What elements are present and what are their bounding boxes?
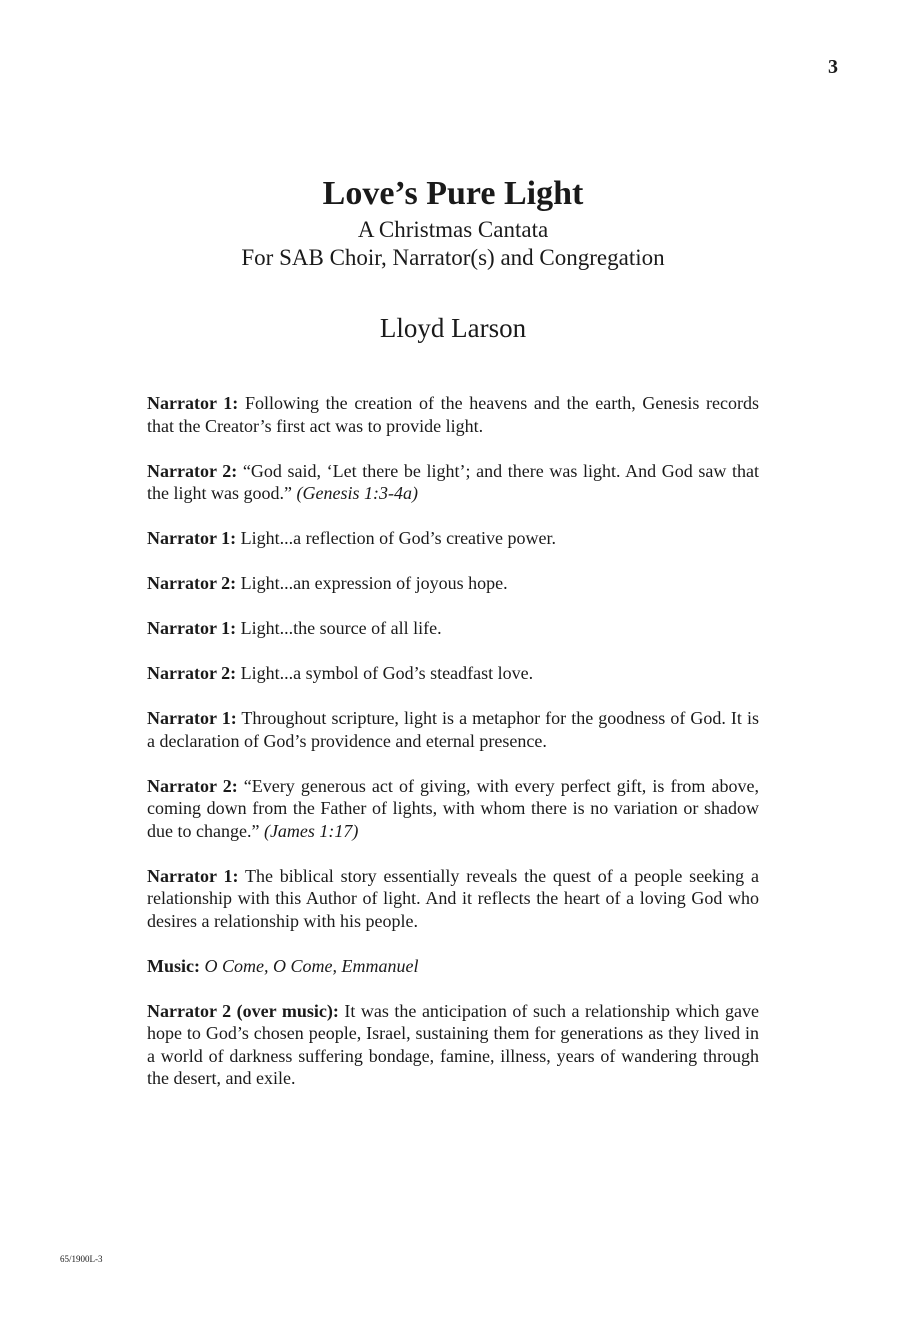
speaker-label: Narrator 1: <box>147 865 239 886</box>
speaker-label: Narrator 2: <box>147 663 237 683</box>
paragraph-text: Light...a reflection of God’s creative power. <box>236 528 557 548</box>
speaker-label: Narrator 2: <box>147 573 237 593</box>
scripture-citation: (James 1:17) <box>263 820 359 841</box>
author-name: Lloyd Larson <box>379 313 527 343</box>
paragraph-text: “God said, ‘Let there be light’; and there was light. And God saw that the light was good.” <box>147 460 759 503</box>
script-paragraph <box>147 662 759 685</box>
paragraph-text: The biblical story essentially reveals the quest of a people seeking a relationship with this Author of light. And it reflects the heart of a loving God who desires a relationship with his people. <box>147 865 759 931</box>
cantata-subtitle: A Christmas Cantata <box>357 217 549 242</box>
scripture-citation: (Genesis 1:3-4a) <box>296 483 418 503</box>
page-number: 3 <box>828 56 838 78</box>
title-block <box>0 172 900 344</box>
speaker-label: Narrator 1: <box>147 618 237 638</box>
speaker-label: Narrator 2: <box>147 460 238 481</box>
cantata-title: Love’s Pure Light <box>322 175 584 212</box>
speaker-label: Narrator 1: <box>147 708 237 728</box>
script-paragraph <box>147 527 759 550</box>
script-paragraph <box>147 617 759 640</box>
script-paragraph <box>147 775 759 843</box>
catalog-code: 65/1900L-3 <box>60 1254 103 1264</box>
script-paragraph <box>147 707 759 752</box>
script-paragraph <box>147 1000 759 1090</box>
script-paragraph <box>147 392 759 437</box>
paragraph-text: Light...a symbol of God’s steadfast love. <box>236 663 534 683</box>
speaker-label: Narrator 2 (over music): <box>147 1000 339 1021</box>
speaker-label: Music: <box>147 955 200 976</box>
paragraph-text: Light...an expression of joyous hope. <box>236 573 508 593</box>
script-paragraph <box>147 460 759 505</box>
paragraph-text: Following the creation of the heavens and the earth, Genesis records that the Creator’s first act was to provide light. <box>147 393 759 436</box>
narration-script <box>147 392 759 1112</box>
music-title: O Come, O Come, Emmanuel <box>204 955 419 976</box>
cantata-instrumentation: For SAB Choir, Narrator(s) and Congregation <box>241 245 665 270</box>
paragraph-text: Light...the source of all life. <box>236 618 442 638</box>
paragraph-text: Throughout scripture, light is a metaphor for the goodness of God. It is a declaration of God’s providence and eternal presence. <box>147 708 759 751</box>
speaker-label: Narrator 1: <box>147 528 237 548</box>
script-paragraph <box>147 865 759 933</box>
speaker-label: Narrator 2: <box>147 775 238 796</box>
music-cue <box>147 955 759 978</box>
paragraph-text: “Every generous act of giving, with every perfect gift, is from above, coming down from the Father of lights, with whom there is no variation or shadow due to change.” <box>147 775 759 841</box>
speaker-label: Narrator 1: <box>147 393 239 413</box>
script-paragraph <box>147 572 759 595</box>
paragraph-text: It was the anticipation of such a relationship which gave hope to God’s chosen people, Israel, sustaining them for generations as they lived in a world of darkness suffering bondage, famine, illness, years of wandering through the desert, and exile. <box>147 1000 759 1088</box>
